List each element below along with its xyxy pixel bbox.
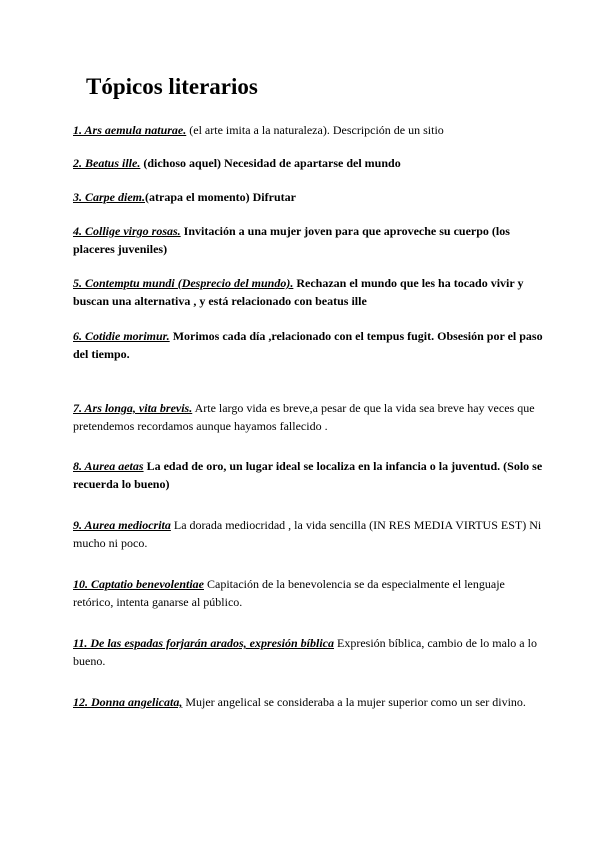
topic-term: 11. De las espadas forjarán arados, expresión bíblica (73, 636, 335, 650)
topic-item (73, 516, 543, 552)
topic-term: 9. Aurea mediocrita (73, 518, 171, 532)
topic-item (73, 222, 543, 258)
topic-item (73, 154, 543, 172)
topic-term: 7. Ars longa, vita brevis. (73, 401, 193, 415)
topic-item (73, 399, 543, 435)
topic-term: 12. Donna angelicata, (73, 695, 183, 709)
topic-description: Morimos cada día ,relacionado con el tempus fugit. Obsesión por el paso del tiempo. (73, 329, 543, 361)
topic-description: Arte largo vida es breve,a pesar de que la vida sea breve hay veces que pretendemos recordamos aunque hayamos fallecido . (73, 401, 535, 433)
topic-item (73, 327, 543, 363)
topic-term: 6. Cotidie morimur. (73, 329, 170, 343)
topic-description: Invitación a una mujer joven para que aproveche su cuerpo (los placeres juveniles) (73, 224, 510, 256)
topic-description: (atrapa el momento) Difrutar (145, 190, 296, 204)
topic-description: (el arte imita a la naturaleza). Descripción de un sitio (186, 123, 444, 137)
page-title: Tópicos literarios (86, 74, 258, 99)
topic-description: Mujer angelical se consideraba a la mujer superior como un ser divino. (182, 695, 526, 709)
topic-term: 8. Aurea aetas (73, 459, 144, 473)
topic-description: La edad de oro, un lugar ideal se localiza en la infancia o la juventud. (Solo se recuerda lo bueno) (73, 459, 543, 491)
topic-item (73, 188, 543, 206)
topic-term: 10. Captatio benevolentiae (73, 577, 204, 591)
topic-term: 2. Beatus ille. (73, 156, 141, 170)
topic-description: Capitación de la benevolencia se da especialmente el lenguaje retórico, intenta ganarse al público. (73, 577, 505, 609)
topic-item (73, 121, 543, 139)
topic-term: 5. Contemptu mundi (Desprecio del mundo). (73, 276, 294, 290)
topic-term: 1. Ars aemula naturae. (73, 123, 187, 137)
topic-description: (dichoso aquel) Necesidad de apartarse del mundo (140, 156, 401, 170)
topic-item (73, 634, 543, 670)
topic-item (73, 274, 543, 310)
topic-description: Expresión bíblica, cambio de lo malo a lo bueno. (73, 636, 537, 668)
topic-description: Rechazan el mundo que les ha tocado vivir y buscan una alternativa , y está relacionado con beatus ille (73, 276, 524, 308)
topic-term: 3. Carpe diem. (73, 190, 145, 204)
topic-item (73, 575, 543, 611)
topic-item (73, 457, 543, 493)
topic-item (73, 693, 543, 711)
topic-term: 4. Collige virgo rosas. (73, 224, 181, 238)
topic-description: La dorada mediocridad , la vida sencilla (IN RES MEDIA VIRTUS EST) Ni mucho ni poco. (73, 518, 542, 550)
